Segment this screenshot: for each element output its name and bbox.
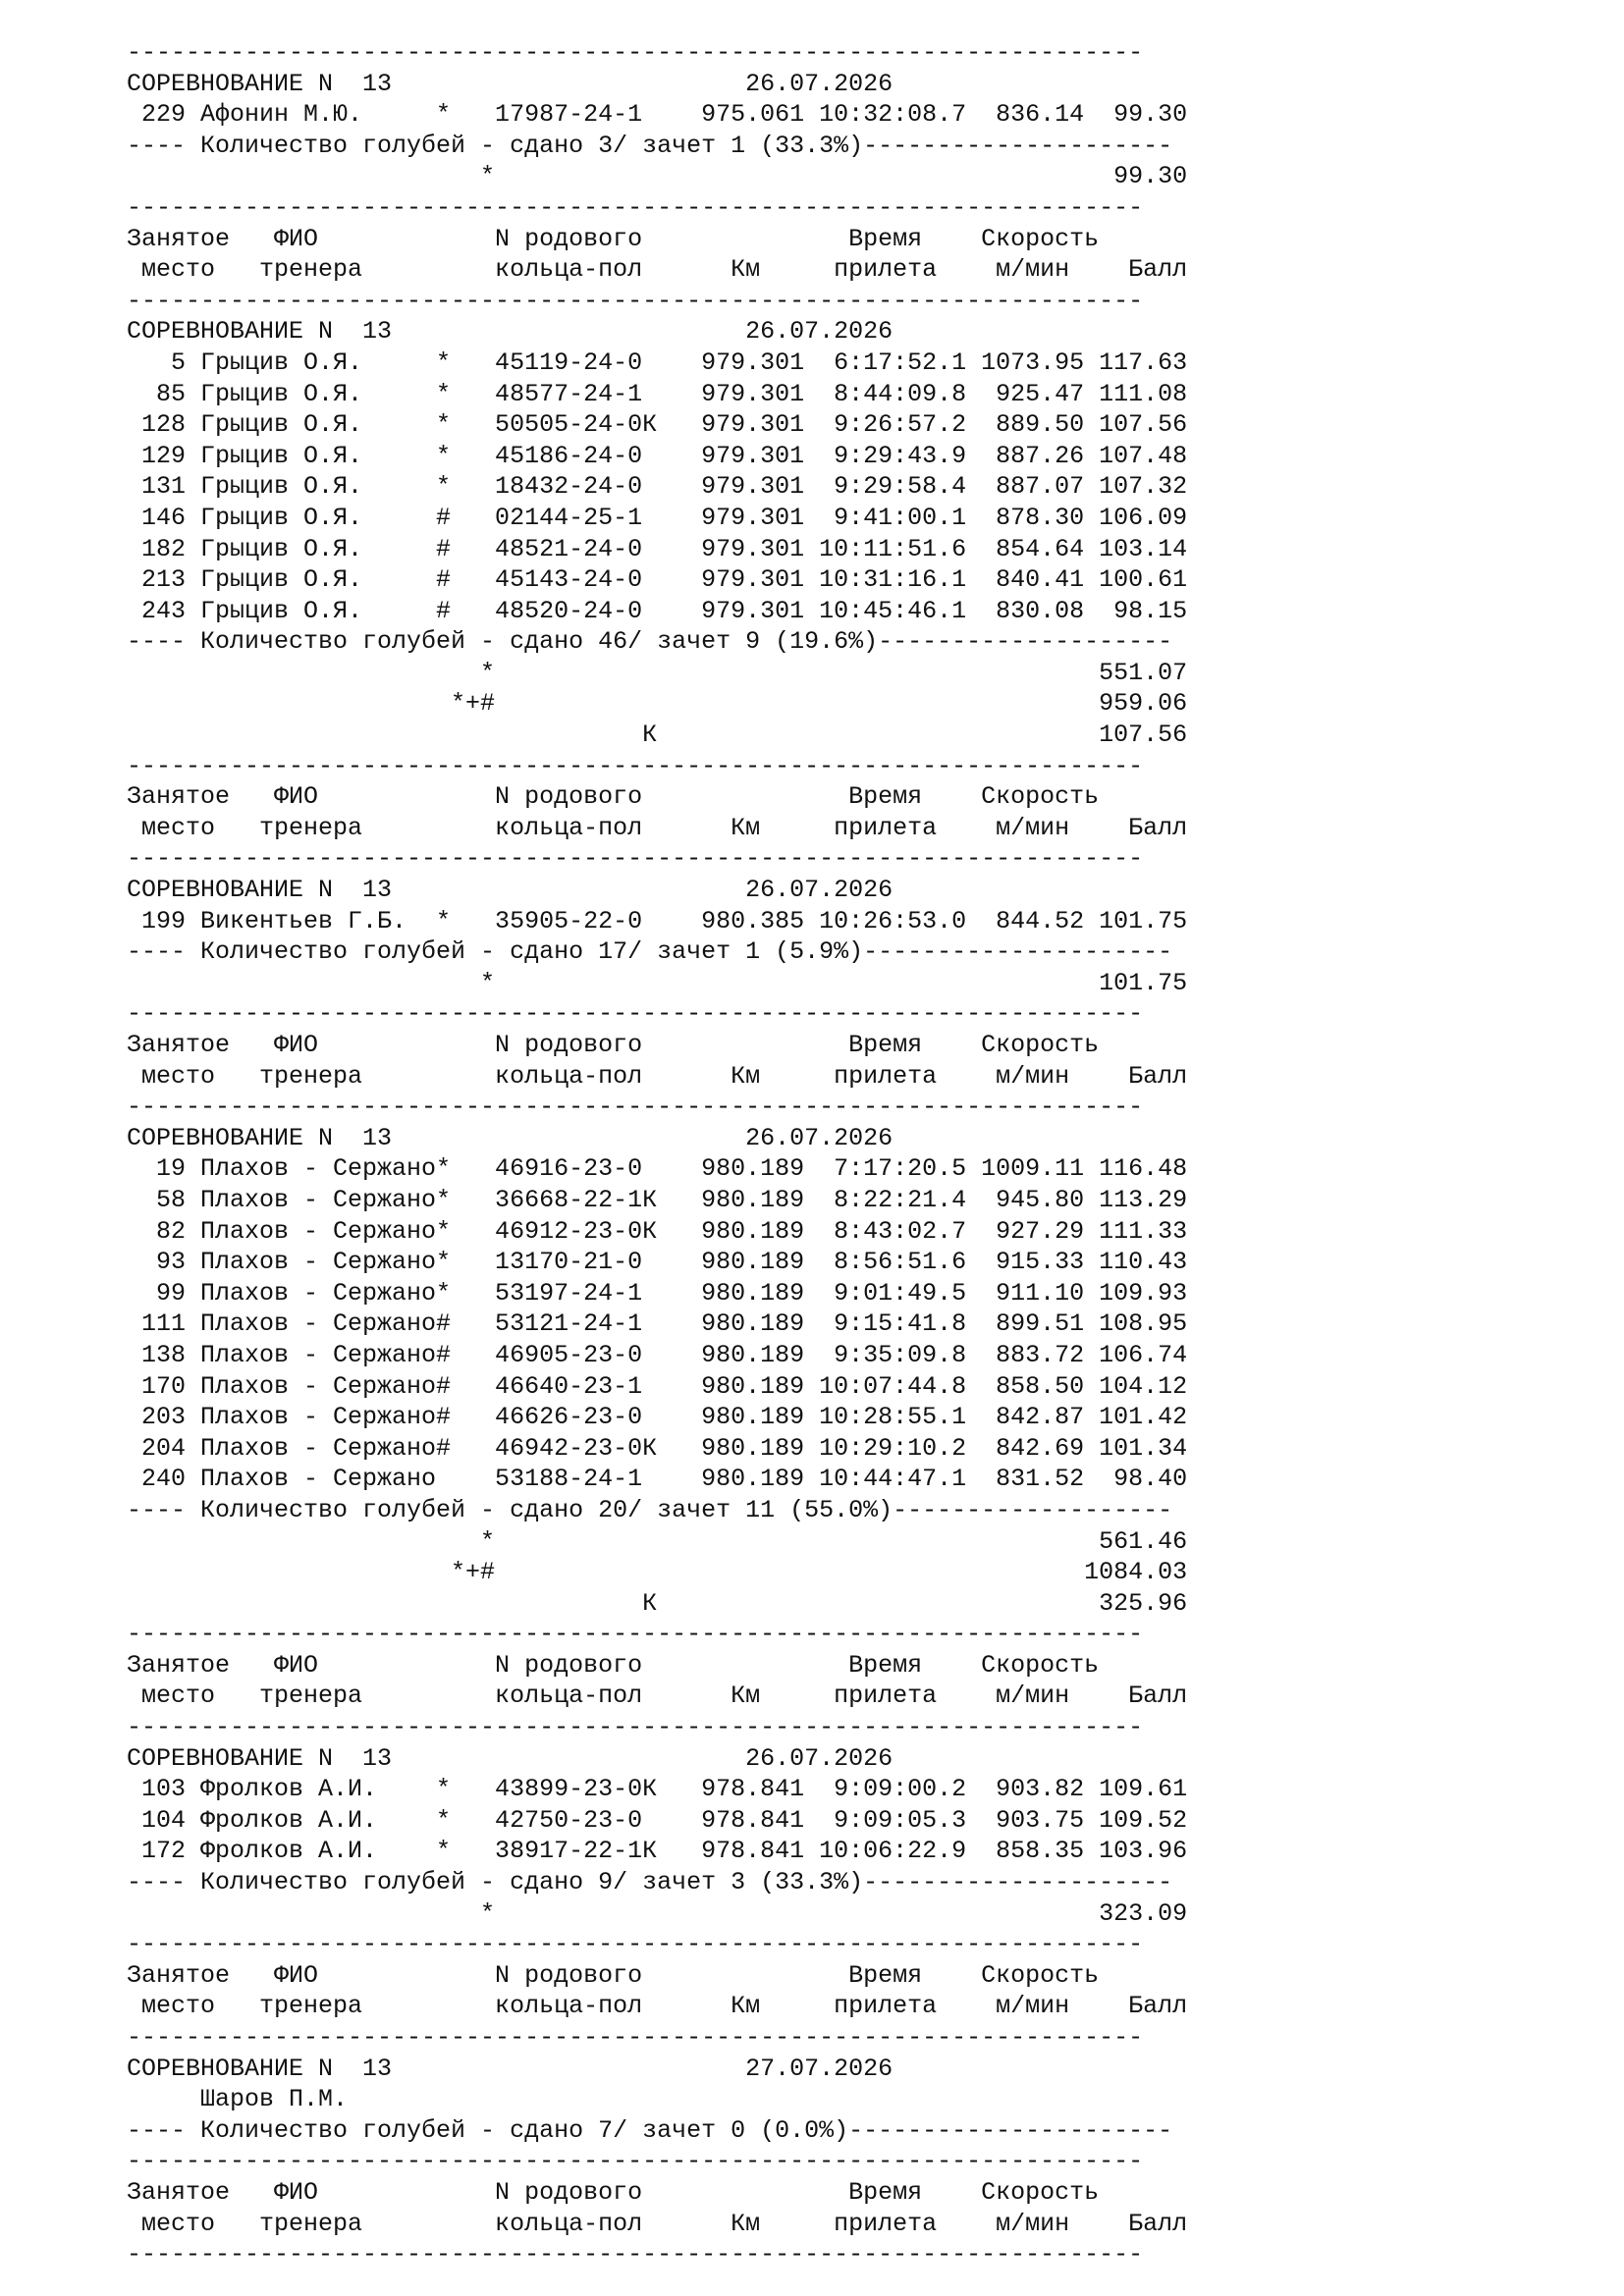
column-header: место тренера кольца-пол Км прилета м/мин Балл [127, 813, 1188, 842]
separator-line: --------------------------------------------------------------------- [127, 2240, 1144, 2269]
total-row: * 323.09 [127, 1898, 1188, 1928]
separator-line: --------------------------------------------------------------------- [127, 844, 1144, 874]
result-row: 103 Фролков А.И. * 43899-23-0К 978.841 9:09:00.2 903.82 109.61 [127, 1775, 1188, 1804]
competition-header: СОРЕВНОВАНИЕ N 13 26.07.2026 [127, 69, 893, 98]
column-header: место тренера кольца-пол Км прилета м/мин Балл [127, 255, 1188, 285]
result-row: 199 Викентьев Г.Б. * 35905-22-0 980.385 10:26:53.0 844.52 101.75 [127, 906, 1188, 935]
result-row: 5 Грыцив О.Я. * 45119-24-0 979.301 6:17:52.1 1073.95 117.63 [127, 347, 1188, 377]
column-header: место тренера кольца-пол Км прилета м/мин Балл [127, 1992, 1188, 2021]
result-row: 182 Грыцив О.Я. # 48521-24-0 979.301 10:11:51.6 854.64 103.14 [127, 534, 1188, 563]
column-header: место тренера кольца-пол Км прилета м/мин Балл [127, 1061, 1188, 1091]
result-row: 58 Плахов - Сержано* 36668-22-1К 980.189 8:22:21.4 945.80 113.29 [127, 1185, 1188, 1214]
column-header: Занятое ФИО N родового Время Скорость [127, 1031, 1100, 1059]
separator-line: --------------------------------------------------------------------- [127, 2023, 1144, 2052]
result-row: 128 Грыцив О.Я. * 50505-24-0К 979.301 9:26:57.2 889.50 107.56 [127, 410, 1188, 440]
column-header: место тренера кольца-пол Км прилета м/мин Балл [127, 1682, 1188, 1711]
total-row: Шаров П.М. [127, 2085, 349, 2114]
result-row: 85 Грыцив О.Я. * 48577-24-1 979.301 8:44:09.8 925.47 111.08 [127, 379, 1188, 408]
column-header: Занятое ФИО N родового Время Скорость [127, 782, 1100, 812]
separator-line: --------------------------------------------------------------------- [127, 192, 1144, 222]
result-row: 213 Грыцив О.Я. # 45143-24-0 979.301 10:31:16.1 840.41 100.61 [127, 565, 1188, 595]
column-header: Занятое ФИО N родового Время Скорость [127, 224, 1100, 253]
result-row: 172 Фролков А.И. * 38917-22-1К 978.841 10:06:22.9 858.35 103.96 [127, 1837, 1188, 1866]
pigeon-count-summary: ---- Количество голубей - сдано 7/ зачет 0 (0.0%)---------------------- [127, 2115, 1173, 2145]
result-row: 229 Афонин М.Ю. * 17987-24-1 975.061 10:32:08.7 836.14 99.30 [127, 100, 1188, 130]
result-row: 203 Плахов - Сержано# 46626-23-0 980.189 10:28:55.1 842.87 101.42 [127, 1403, 1188, 1432]
column-header: Занятое ФИО N родового Время Скорость [127, 1960, 1100, 1990]
competition-header: СОРЕВНОВАНИЕ N 13 26.07.2026 [127, 876, 893, 905]
separator-line: --------------------------------------------------------------------- [127, 1930, 1144, 1959]
result-row: 204 Плахов - Сержано# 46942-23-0К 980.189 10:29:10.2 842.69 101.34 [127, 1433, 1188, 1463]
total-row: * 101.75 [127, 968, 1188, 997]
result-row: 82 Плахов - Сержано* 46912-23-0К 980.189 8:43:02.7 927.29 111.33 [127, 1216, 1188, 1246]
result-row: 104 Фролков А.И. * 42750-23-0 978.841 9:09:05.3 903.75 109.52 [127, 1805, 1188, 1835]
result-row: 19 Плахов - Сержано* 46916-23-0 980.189 7:17:20.5 1009.11 116.48 [127, 1154, 1188, 1184]
results-printout [127, 37, 1187, 2270]
result-row: 129 Грыцив О.Я. * 45186-24-0 979.301 9:29:43.9 887.26 107.48 [127, 441, 1188, 470]
pigeon-count-summary: ---- Количество голубей - сдано 20/ зачет 11 (55.0%)------------------- [127, 1495, 1173, 1524]
pigeon-count-summary: ---- Количество голубей - сдано 9/ зачет 3 (33.3%)--------------------- [127, 1868, 1173, 1897]
result-row: 146 Грыцив О.Я. # 02144-25-1 979.301 9:41:00.1 878.30 106.09 [127, 503, 1188, 532]
separator-line: --------------------------------------------------------------------- [127, 999, 1144, 1029]
pigeon-count-summary: ---- Количество голубей - сдано 17/ зачет 1 (5.9%)--------------------- [127, 937, 1173, 967]
total-row: К 325.96 [127, 1588, 1188, 1618]
total-row: * 561.46 [127, 1526, 1188, 1556]
result-row: 99 Плахов - Сержано* 53197-24-1 980.189 9:01:49.5 911.10 109.93 [127, 1278, 1188, 1308]
column-header: Занятое ФИО N родового Время Скорость [127, 1650, 1100, 1680]
total-row: *+# 1084.03 [127, 1558, 1188, 1587]
total-row: К 107.56 [127, 721, 1188, 750]
result-row: 243 Грыцив О.Я. # 48520-24-0 979.301 10:45:46.1 830.08 98.15 [127, 596, 1188, 625]
result-row: 93 Плахов - Сержано* 13170-21-0 980.189 8:56:51.6 915.33 110.43 [127, 1248, 1188, 1277]
column-header: Занятое ФИО N родового Время Скорость [127, 2177, 1100, 2207]
separator-line: --------------------------------------------------------------------- [127, 1620, 1144, 1649]
competition-header: СОРЕВНОВАНИЕ N 13 26.07.2026 [127, 1743, 893, 1773]
result-row: 131 Грыцив О.Я. * 18432-24-0 979.301 9:29:58.4 887.07 107.32 [127, 472, 1188, 502]
pigeon-count-summary: ---- Количество голубей - сдано 3/ зачет 1 (33.3%)--------------------- [127, 131, 1173, 160]
result-row: 138 Плахов - Сержано# 46905-23-0 980.189 9:35:09.8 883.72 106.74 [127, 1340, 1188, 1369]
separator-line: --------------------------------------------------------------------- [127, 2147, 1144, 2176]
total-row: * 99.30 [127, 162, 1188, 191]
result-row: 240 Плахов - Сержано 53188-24-1 980.189 10:44:47.1 831.52 98.40 [127, 1465, 1188, 1494]
column-header: место тренера кольца-пол Км прилета м/мин Балл [127, 2209, 1188, 2238]
separator-line: --------------------------------------------------------------------- [127, 751, 1144, 780]
result-row: 170 Плахов - Сержано# 46640-23-1 980.189 10:07:44.8 858.50 104.12 [127, 1371, 1188, 1401]
competition-header: СОРЕВНОВАНИЕ N 13 26.07.2026 [127, 1123, 893, 1152]
total-row: *+# 959.06 [127, 689, 1188, 719]
separator-line: --------------------------------------------------------------------- [127, 38, 1144, 67]
competition-header: СОРЕВНОВАНИЕ N 13 27.07.2026 [127, 2054, 893, 2083]
separator-line: --------------------------------------------------------------------- [127, 1093, 1144, 1122]
total-row: * 551.07 [127, 658, 1188, 687]
separator-line: --------------------------------------------------------------------- [127, 1713, 1144, 1742]
pigeon-count-summary: ---- Количество голубей - сдано 46/ зачет 9 (19.6%)-------------------- [127, 627, 1173, 657]
separator-line: --------------------------------------------------------------------- [127, 286, 1144, 315]
result-row: 111 Плахов - Сержано# 53121-24-1 980.189 9:15:41.8 899.51 108.95 [127, 1309, 1188, 1339]
competition-header: СОРЕВНОВАНИЕ N 13 26.07.2026 [127, 317, 893, 347]
